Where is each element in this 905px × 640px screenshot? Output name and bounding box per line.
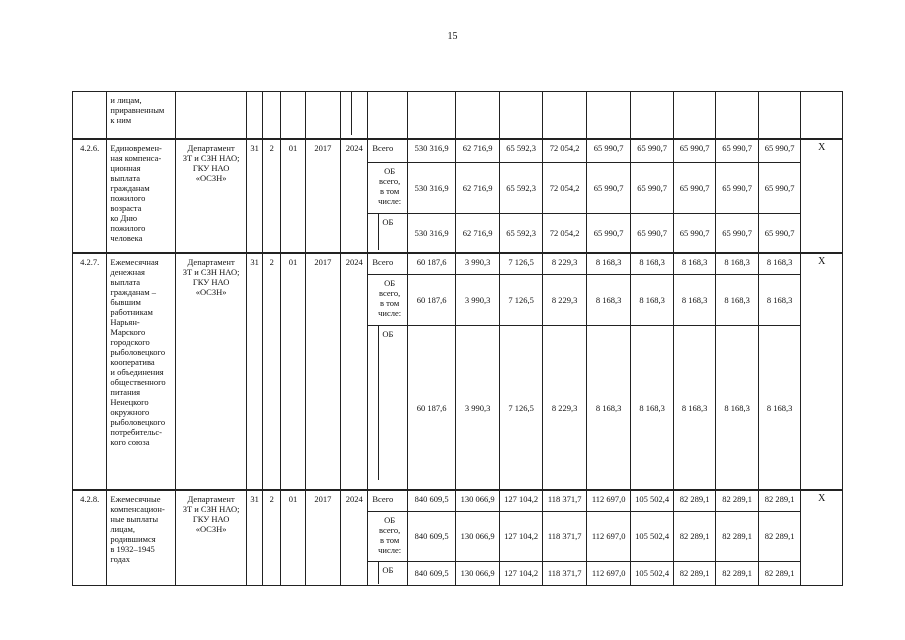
table-cell (176, 92, 247, 139)
table-cell (247, 92, 263, 139)
value-cell: 530 316,9 (407, 163, 456, 214)
source-ob (379, 562, 393, 584)
source-line: всего, (378, 524, 401, 535)
value-cell: 65 990,7 (758, 139, 800, 163)
value-cell: 82 289,1 (716, 490, 758, 511)
value-cell: 82 289,1 (716, 511, 758, 561)
code-cell: 31 (247, 139, 263, 254)
value-cell: 65 592,3 (499, 139, 543, 163)
page-number: 15 (447, 31, 458, 42)
value-cell: 65 990,7 (673, 163, 715, 214)
name-line: гражданам – (110, 287, 156, 298)
value-cell: 105 502,4 (631, 490, 673, 511)
name-line: окружного (110, 407, 150, 418)
name-line: Ненецкого (110, 397, 149, 408)
value-cell: 65 990,7 (716, 214, 758, 254)
source-label (368, 253, 407, 274)
name-line: кого союза (110, 437, 150, 448)
value-cell: 8 168,3 (631, 275, 673, 326)
executor-line: ЗТ и СЗН НАО; (182, 152, 240, 163)
table-cell (73, 92, 107, 139)
name-line: ко Дню (110, 212, 138, 223)
value-cell: 8 168,3 (758, 253, 800, 274)
mark-cell: Х (801, 139, 843, 254)
value-cell: 65 990,7 (673, 139, 715, 163)
value-cell: 65 990,7 (673, 214, 715, 254)
table-cell (586, 92, 631, 139)
value-cell: 118 371,7 (543, 561, 587, 585)
value-cell: 530 316,9 (407, 214, 456, 254)
source-line: Всего (372, 257, 394, 268)
source-line: всего, (378, 176, 401, 187)
source-label (368, 139, 407, 163)
source-ob (379, 326, 393, 480)
value-cell: 60 187,6 (407, 325, 456, 490)
value-cell: 8 168,3 (716, 325, 758, 490)
source-line: ОБ (384, 166, 396, 177)
executor (176, 253, 247, 490)
name-line: Ежемесячные (110, 494, 161, 505)
name-line: Единовремен- (110, 142, 162, 153)
executor (176, 139, 247, 254)
name-line: ная компенса- (110, 152, 162, 163)
value-cell: 65 990,7 (631, 163, 673, 214)
table-row (73, 253, 843, 274)
table-cell (631, 92, 673, 139)
value-cell: 72 054,2 (543, 163, 587, 214)
table-cell (107, 92, 176, 139)
value-cell: 127 104,2 (499, 561, 543, 585)
value-cell: 72 054,2 (543, 139, 587, 163)
source-label (368, 490, 407, 511)
measure-name (107, 139, 176, 254)
value-cell: 8 168,3 (631, 325, 673, 490)
value-cell: 65 990,7 (631, 214, 673, 254)
value-cell: 65 990,7 (586, 163, 631, 214)
value-cell: 82 289,1 (758, 561, 800, 585)
value-cell: 8 229,3 (543, 275, 587, 326)
value-cell: 65 990,7 (586, 214, 631, 254)
code-cell: 2017 (305, 139, 340, 254)
executor-line: Департамент (187, 142, 235, 153)
value-cell: 65 990,7 (716, 139, 758, 163)
source-label (368, 163, 407, 214)
value-cell: 72 054,2 (543, 214, 587, 254)
value-cell: 8 168,3 (586, 253, 631, 274)
value-cell: 7 126,5 (499, 325, 543, 490)
value-cell: 62 716,9 (456, 139, 500, 163)
table-cell (341, 92, 368, 139)
source-line: в том (380, 186, 400, 197)
name-line: родившимся (110, 534, 156, 545)
source-line: числе: (378, 308, 402, 319)
source-indent (368, 326, 406, 480)
source-line: Всего (372, 494, 394, 505)
executor-line: ЗТ и СЗН НАО; (182, 504, 240, 515)
code-cell: 2 (263, 139, 281, 254)
value-cell: 8 229,3 (543, 253, 587, 274)
table-cell (499, 92, 543, 139)
name-line: гражданам (110, 182, 150, 193)
source-label (368, 511, 407, 561)
value-cell: 8 229,3 (543, 325, 587, 490)
row-number: 4.2.6. (73, 139, 107, 254)
source-line: ОБ (382, 328, 394, 339)
name-line: выплата (110, 172, 141, 183)
value-cell: 62 716,9 (456, 163, 500, 214)
value-cell: 8 168,3 (673, 325, 715, 490)
value-cell: 840 609,5 (407, 511, 456, 561)
source-line: Всего (372, 142, 394, 153)
executor-line: ГКУ НАО (192, 162, 230, 173)
table-cell (407, 92, 456, 139)
name-line: Нарьян- (110, 317, 140, 328)
value-cell: 65 990,7 (586, 139, 631, 163)
table-cell (758, 92, 800, 139)
executor-line: ЗТ и СЗН НАО; (182, 267, 240, 278)
value-cell: 112 697,0 (586, 511, 631, 561)
value-cell: 82 289,1 (758, 511, 800, 561)
name-line: питания (110, 387, 141, 398)
name-line: денежная (110, 267, 145, 278)
code-cell: 31 (247, 253, 263, 490)
code-cell: 2024 (341, 490, 368, 585)
name-line: кооператива (110, 357, 155, 368)
executor (176, 490, 247, 585)
name-line: компенсацион- (110, 504, 165, 515)
value-cell: 130 066,9 (456, 490, 500, 511)
name-line: бывшим (110, 297, 141, 308)
source-indent (341, 92, 367, 135)
code-cell: 2024 (341, 253, 368, 490)
value-cell: 65 990,7 (716, 163, 758, 214)
source-indent (368, 214, 406, 250)
name-line: Марского (110, 327, 146, 338)
value-cell: 62 716,9 (456, 214, 500, 254)
value-cell: 65 592,3 (499, 214, 543, 254)
name-line: и лицам, (110, 95, 142, 105)
name-line: лицам, (110, 524, 136, 535)
table-cell (801, 92, 843, 139)
value-cell: 8 168,3 (716, 275, 758, 326)
value-cell: 8 168,3 (586, 275, 631, 326)
executor-line: «ОСЗН» (195, 287, 227, 298)
value-cell: 82 289,1 (673, 561, 715, 585)
value-cell: 530 316,9 (407, 139, 456, 163)
executor-line: Департамент (187, 257, 235, 268)
table-cell (281, 92, 305, 139)
name-line: общественного (110, 377, 166, 388)
name-line: к ним (110, 115, 132, 125)
value-cell: 8 168,3 (586, 325, 631, 490)
value-cell: 8 168,3 (758, 275, 800, 326)
name-line: потребительс- (110, 427, 163, 438)
executor-line: «ОСЗН» (195, 172, 227, 183)
value-cell: 82 289,1 (673, 490, 715, 511)
source-total (368, 140, 406, 153)
code-cell: 01 (281, 490, 305, 585)
value-cell: 127 104,2 (499, 511, 543, 561)
name-line: рыболовецкого (110, 347, 166, 358)
table-cell (456, 92, 500, 139)
row-number: 4.2.7. (73, 253, 107, 490)
measure-name (107, 253, 176, 490)
code-cell: 2017 (305, 490, 340, 585)
table-cell (368, 92, 407, 139)
value-cell: 82 289,1 (673, 511, 715, 561)
value-cell: 60 187,6 (407, 253, 456, 274)
source-total (368, 491, 406, 504)
value-cell: 7 126,5 (499, 253, 543, 274)
indent-gap (341, 92, 352, 135)
code-cell: 01 (281, 139, 305, 254)
value-cell: 105 502,4 (631, 511, 673, 561)
value-cell: 8 168,3 (716, 253, 758, 274)
source-indent (368, 562, 406, 584)
executor-line: «ОСЗН» (195, 524, 227, 535)
name-line: годах (110, 554, 131, 565)
continuation-row (73, 92, 843, 139)
value-cell: 8 168,3 (631, 253, 673, 274)
code-cell: 2 (263, 490, 281, 585)
source-line: ОБ (384, 278, 396, 289)
source-line: в том (380, 534, 400, 545)
row-number: 4.2.8. (73, 490, 107, 585)
table-row (73, 490, 843, 511)
source-line: ОБ (384, 514, 396, 525)
value-cell: 118 371,7 (543, 490, 587, 511)
executor-line: ГКУ НАО (192, 514, 230, 525)
value-cell: 82 289,1 (758, 490, 800, 511)
name-line: приравненным (110, 105, 165, 115)
table-cell (716, 92, 758, 139)
source-line: ОБ (382, 217, 394, 228)
value-cell: 65 990,7 (758, 214, 800, 254)
value-cell: 8 168,3 (673, 253, 715, 274)
value-cell: 105 502,4 (631, 561, 673, 585)
value-cell: 112 697,0 (586, 490, 631, 511)
table-row (73, 139, 843, 163)
table-cell (263, 92, 281, 139)
indent-gap (368, 326, 379, 480)
name-line: работникам (110, 307, 153, 318)
indent-gap (368, 214, 379, 250)
name-line: рыболовецкого (110, 417, 166, 428)
value-cell: 82 289,1 (716, 561, 758, 585)
source-label (368, 275, 407, 326)
source-line: всего, (378, 288, 401, 299)
value-cell: 840 609,5 (407, 490, 456, 511)
code-cell: 2 (263, 253, 281, 490)
value-cell: 3 990,3 (456, 253, 500, 274)
name-line: пожилого (110, 222, 146, 233)
value-cell: 130 066,9 (456, 511, 500, 561)
value-cell: 65 990,7 (758, 163, 800, 214)
source-total (368, 254, 406, 267)
source-line: числе: (378, 544, 402, 555)
value-cell: 60 187,6 (407, 275, 456, 326)
code-cell: 01 (281, 253, 305, 490)
name-line: возраста (110, 202, 142, 213)
source-ob-total (368, 512, 406, 555)
name-line: городского (110, 337, 150, 348)
value-cell: 65 990,7 (631, 139, 673, 163)
value-cell: 130 066,9 (456, 561, 500, 585)
source-label (368, 325, 407, 490)
value-cell: 7 126,5 (499, 275, 543, 326)
value-cell: 118 371,7 (543, 511, 587, 561)
value-cell: 840 609,5 (407, 561, 456, 585)
value-cell: 3 990,3 (456, 275, 500, 326)
indent-gap (368, 562, 379, 584)
executor-line: Департамент (187, 494, 235, 505)
name-line: выплата (110, 277, 141, 288)
source-ob-total (368, 275, 406, 318)
table-cell (673, 92, 715, 139)
source-label (368, 214, 407, 254)
source-line: ОБ (382, 564, 394, 575)
code-cell: 31 (247, 490, 263, 585)
name-line: Ежемесячная (110, 257, 159, 268)
table-cell (305, 92, 340, 139)
executor-line: ГКУ НАО (192, 277, 230, 288)
source-line: числе: (378, 196, 402, 207)
measure-name (107, 490, 176, 585)
name-line: ные выплаты (110, 514, 159, 525)
name-line: пожилого (110, 192, 146, 203)
name-line: и объединения (110, 367, 164, 378)
budget-table (72, 91, 843, 586)
value-cell: 8 168,3 (673, 275, 715, 326)
value-cell: 112 697,0 (586, 561, 631, 585)
code-cell: 2024 (341, 139, 368, 254)
name-line: ционная (110, 162, 141, 173)
value-cell: 127 104,2 (499, 490, 543, 511)
source-ob (379, 214, 393, 250)
name-line: человека (110, 232, 143, 243)
source-ob-total (368, 163, 406, 206)
value-cell: 8 168,3 (758, 325, 800, 490)
table-cell (543, 92, 587, 139)
mark-cell: Х (801, 253, 843, 490)
source-line: в том (380, 298, 400, 309)
source-label (368, 561, 407, 585)
value-cell: 65 592,3 (499, 163, 543, 214)
mark-cell: Х (801, 490, 843, 585)
code-cell: 2017 (305, 253, 340, 490)
name-line: в 1932–1945 (110, 544, 155, 555)
value-cell: 3 990,3 (456, 325, 500, 490)
